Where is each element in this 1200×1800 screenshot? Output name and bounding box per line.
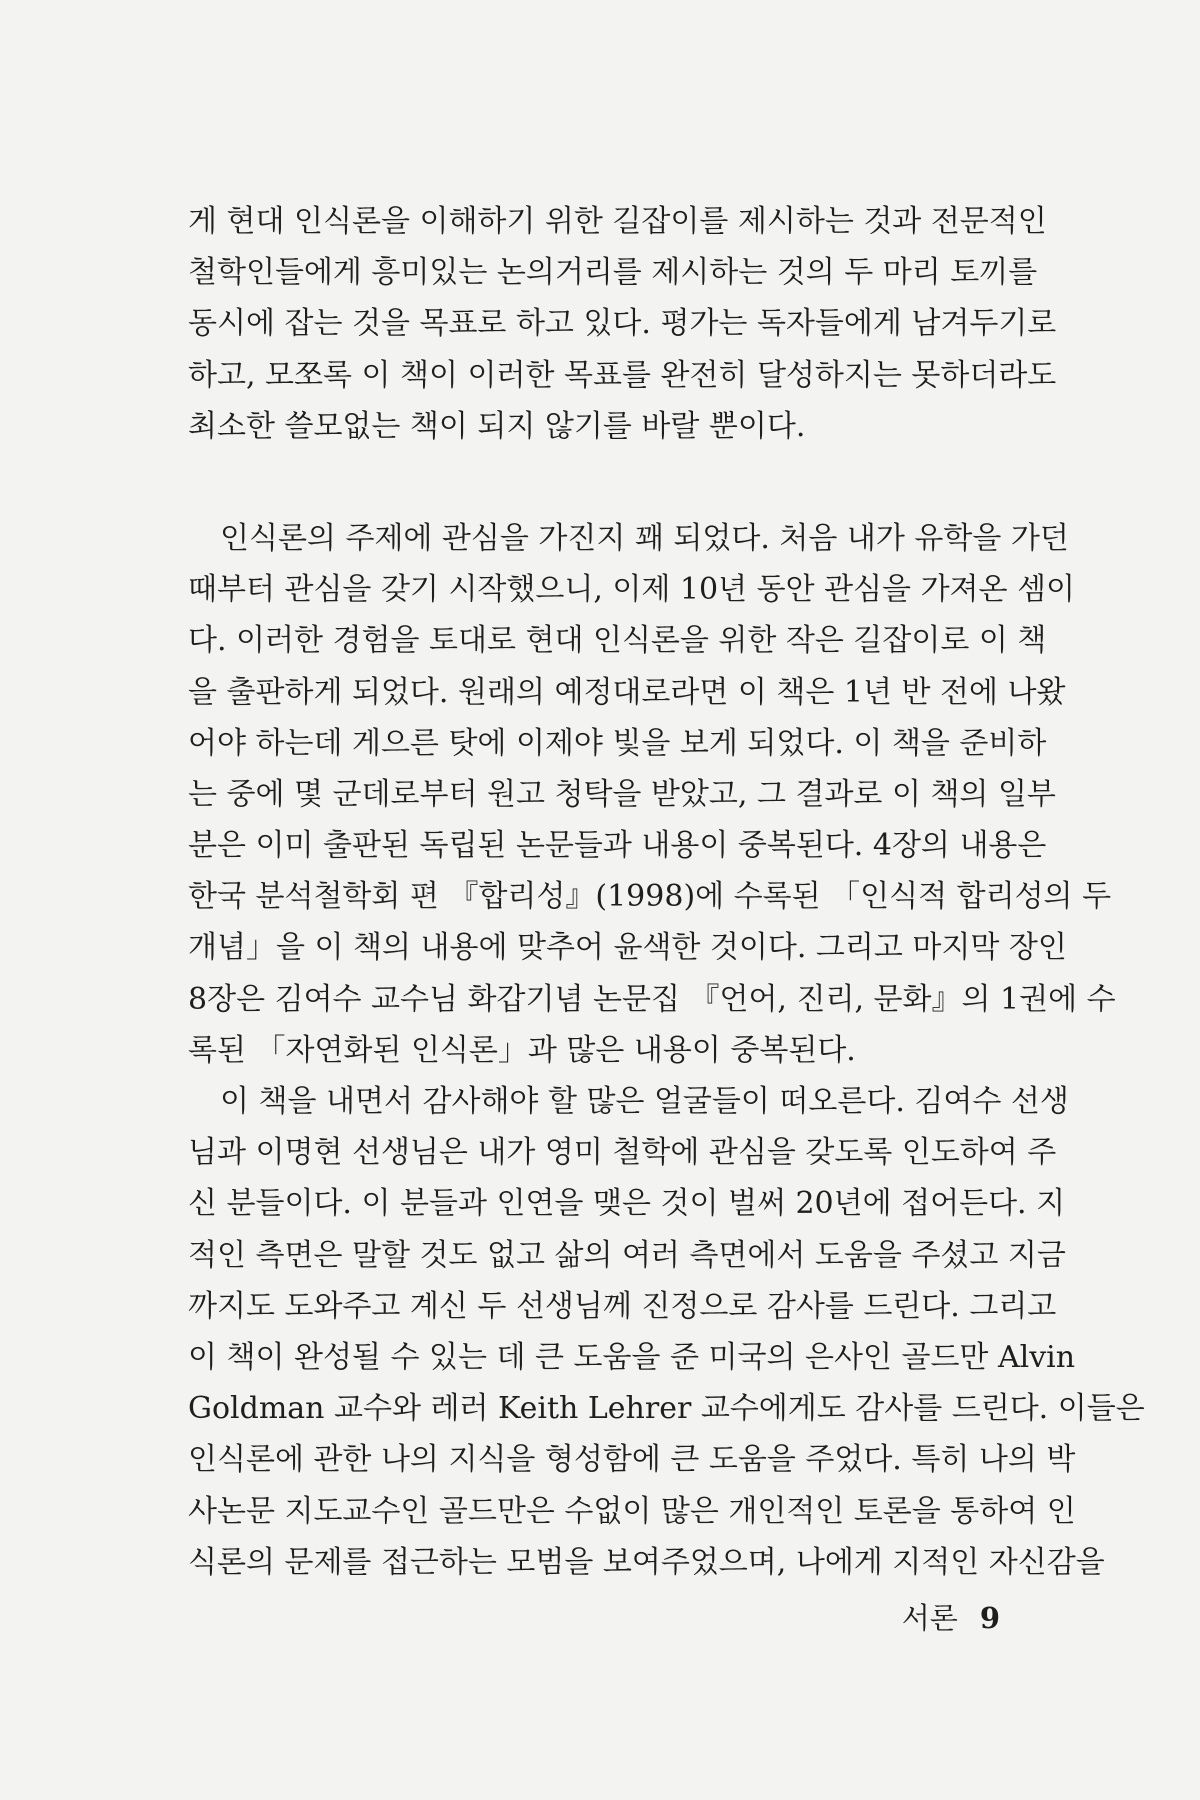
body-text [188, 196, 1145, 1588]
text-line: 8장은 김여수 교수님 화갑기념 논문집 『언어, 진리, 문화』의 1권에 수 [188, 981, 1116, 1017]
text-line: 록된 「자연화된 인식론」과 많은 내용이 중복된다. [188, 1032, 856, 1068]
text-line: 최소한 쓸모없는 책이 되지 않기를 바랄 뿐이다. [188, 408, 806, 444]
text-line: 님과 이명현 선생님은 내가 영미 철학에 관심을 갖도록 인도하여 주 [188, 1135, 1057, 1171]
text-line: 식론의 문제를 접근하는 모범을 보여주었으며, 나에게 지적인 자신감을 [188, 1544, 1105, 1580]
text-line: 철학인들에게 흥미있는 논의거리를 제시하는 것의 두 마리 토끼를 [188, 255, 1038, 291]
paragraph [188, 1076, 1145, 1588]
text-line: 한국 분석철학회 편 『합리성』(1998)에 수록된 「인식적 합리성의 두 [188, 879, 1112, 915]
paragraph [188, 513, 1116, 1076]
text-line: 사논문 지도교수인 골드만은 수없이 많은 개인적인 토론을 통하여 인 [188, 1493, 1076, 1529]
running-head: 서론 [901, 1601, 958, 1635]
text-line: 어야 하는데 게으른 탓에 이제야 빛을 보게 되었다. 이 책을 준비하 [188, 725, 1047, 761]
text-line: 하고, 모쪼록 이 책이 이러한 목표를 완전히 달성하지는 못하더라도 [188, 357, 1057, 393]
text-line: 분은 이미 출판된 독립된 논문들과 내용이 중복된다. 4장의 내용은 [188, 828, 1047, 864]
paragraph-gap [188, 452, 1024, 513]
text-line: 적인 측면은 말할 것도 없고 삶의 여러 측면에서 도움을 주셨고 지금 [188, 1237, 1066, 1273]
paragraph [188, 196, 1057, 452]
text-line: 인식론의 주제에 관심을 가진지 꽤 되었다. 처음 내가 유학을 가던 [220, 520, 1069, 556]
page-number: 9 [979, 1601, 1000, 1635]
text-line: 신 분들이다. 이 분들과 인연을 맺은 것이 벌써 20년에 접어든다. 지 [188, 1186, 1066, 1222]
text-line: 이 책이 완성될 수 있는 데 큰 도움을 준 미국의 은사인 골드만 Alvin [188, 1339, 1076, 1375]
text-line: 인식론에 관한 나의 지식을 형성함에 큰 도움을 주었다. 특히 나의 박 [188, 1442, 1076, 1478]
text-line: 는 중에 몇 군데로부터 원고 청탁을 받았고, 그 결과로 이 책의 일부 [188, 776, 1056, 812]
text-line: Goldman 교수와 레러 Keith Lehrer 교수에게도 감사를 드린다. 이들은 [188, 1391, 1145, 1427]
text-line: 동시에 잡는 것을 목표로 하고 있다. 평가는 독자들에게 남겨두기로 [188, 306, 1057, 342]
text-line: 게 현대 인식론을 이해하기 위한 길잡이를 제시하는 것과 전문적인 [188, 204, 1047, 239]
text-line: 개념」을 이 책의 내용에 맞추어 윤색한 것이다. 그리고 마지막 장인 [188, 930, 1067, 966]
text-line: 까지도 도와주고 계신 두 선생님께 진정으로 감사를 드린다. 그리고 [188, 1288, 1057, 1324]
text-line: 이 책을 내면서 감사해야 할 많은 얼굴들이 떠오른다. 김여수 선생 [220, 1084, 1069, 1119]
page-footer [880, 1596, 1000, 1637]
text-line: 다. 이러한 경험을 토대로 현대 인식론을 위한 작은 길잡이로 이 책 [188, 623, 1047, 659]
text-line: 때부터 관심을 갖기 시작했으니, 이제 10년 동안 관심을 가져온 셈이 [188, 572, 1076, 608]
text-line: 을 출판하게 되었다. 원래의 예정대로라면 이 책은 1년 반 전에 나왔 [188, 674, 1066, 710]
